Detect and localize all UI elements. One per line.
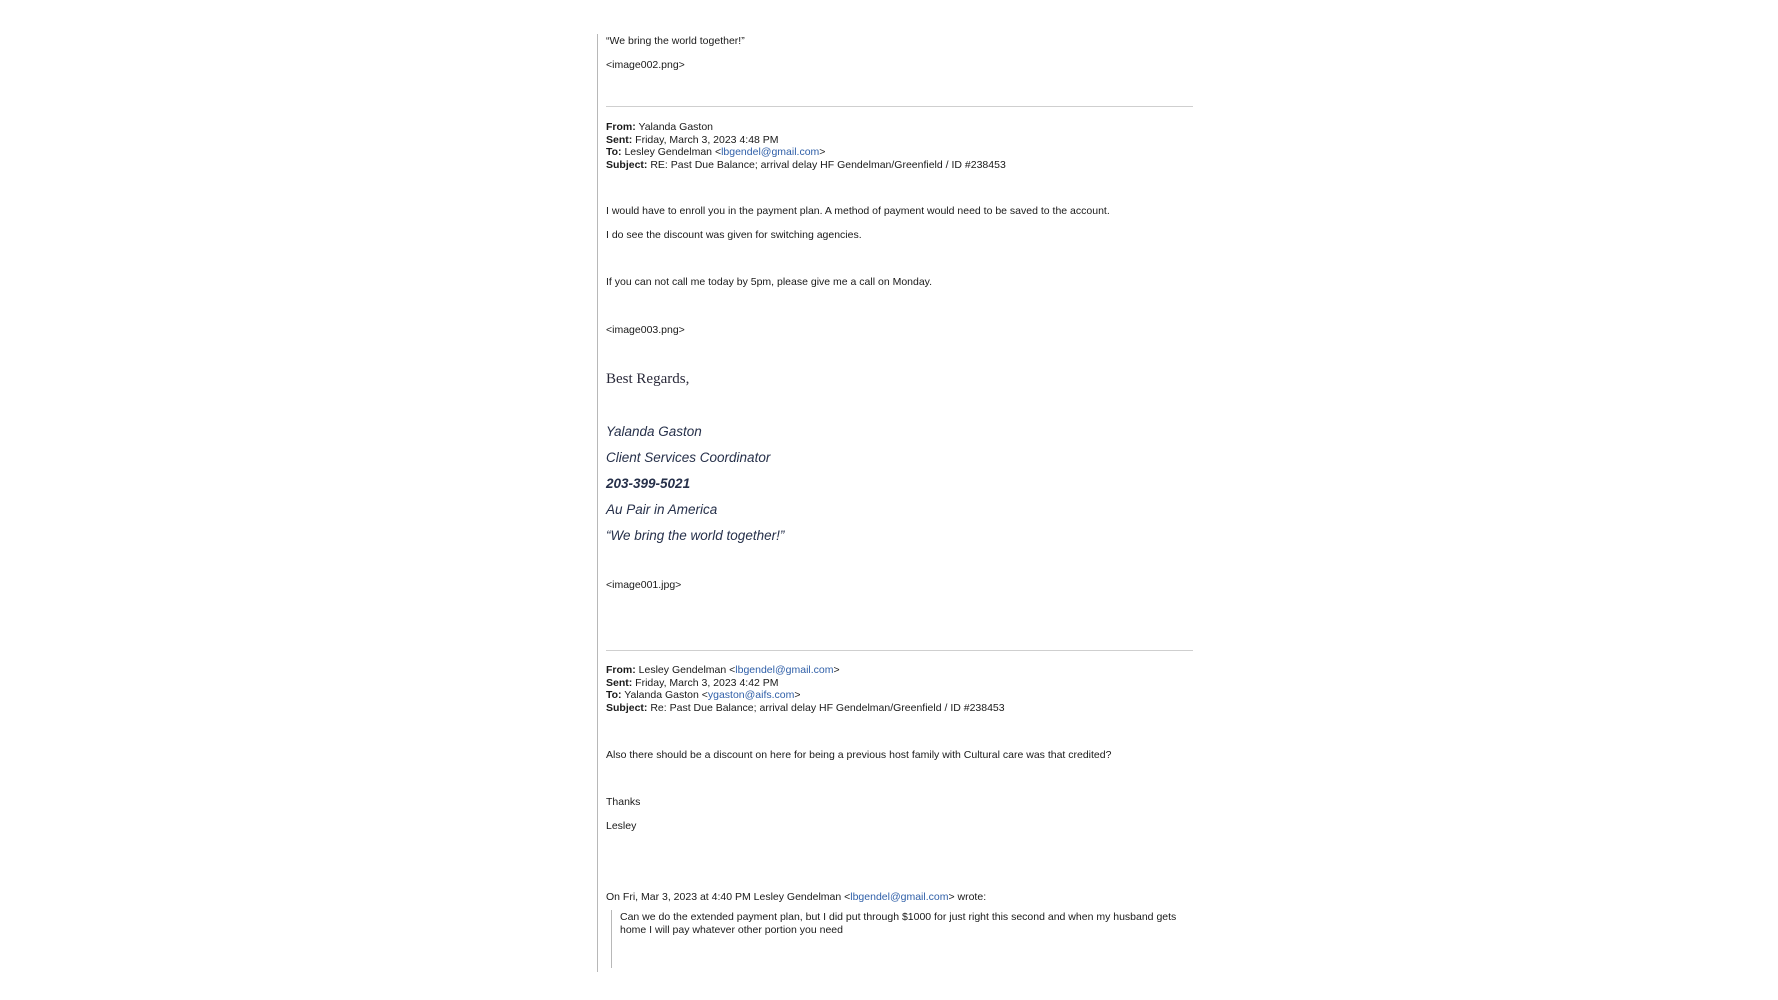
email-body-line: Thanks [606,796,641,808]
image-placeholder: <image003.png> [606,324,685,336]
email-header-to: To: Lesley Gendelman <lbgendel@gmail.com> [606,146,826,158]
email-body-line: I do see the discount was given for switching agencies. [606,229,862,241]
email-header-subject: Subject: RE: Past Due Balance; arrival delay HF Gendelman/Greenfield / ID #238453 [606,158,1006,171]
signature-name: Yalanda Gaston [606,424,702,439]
email-link[interactable]: lbgendel@gmail.com [735,664,834,676]
email-header-from: From: Lesley Gendelman <lbgendel@gmail.com> [606,664,840,676]
email-body-line: Also there should be a discount on here for being a previous host family with Cultural care was that credited? [606,749,1112,761]
email-header-to: To: Yalanda Gaston <ygaston@aifs.com> [606,689,801,701]
image-placeholder: <image001.jpg> [606,579,682,591]
email-body-line: I would have to enroll you in the payment plan. A method of payment would need to be saved to the account. [606,205,1110,217]
email-header-sent: Sent: Friday, March 3, 2023 4:48 PM [606,133,779,146]
quoted-message [611,910,1197,968]
email-link[interactable]: ygaston@aifs.com [707,689,795,701]
signature-title: Client Services Coordinator [606,450,771,465]
signature-phone: 203-399-5021 [606,476,691,491]
email-link[interactable]: lbgendel@gmail.com [721,146,820,158]
image-placeholder: <image002.png> [606,59,685,71]
closing: Best Regards, [606,371,690,387]
quote-attribution: On Fri, Mar 3, 2023 at 4:40 PM Lesley Gendelman <lbgendel@gmail.com> wrote: [606,891,987,903]
email-header-subject: Subject: Re: Past Due Balance; arrival delay HF Gendelman/Greenfield / ID #238453 [606,701,1005,714]
email-header-sent: Sent: Friday, March 3, 2023 4:42 PM [606,676,779,689]
email-header-from: From: Yalanda Gaston [606,121,714,133]
signature-tagline: “We bring the world together!” [606,528,785,543]
email-signoff: Lesley [606,820,637,832]
email-link[interactable]: lbgendel@gmail.com [850,891,949,903]
email-body-line: If you can not call me today by 5pm, please give me a call on Monday. [606,276,933,288]
message-divider [606,106,1193,107]
quoted-text: Can we do the extended payment plan, but I did put through $1000 for just right this second and when my husband gets home I will pay whatever other portion you need [620,911,1177,936]
message-divider [606,650,1193,651]
signature-org: Au Pair in America [606,502,718,517]
top-tagline: “We bring the world together!” [606,35,745,47]
email-thread [597,34,1198,972]
